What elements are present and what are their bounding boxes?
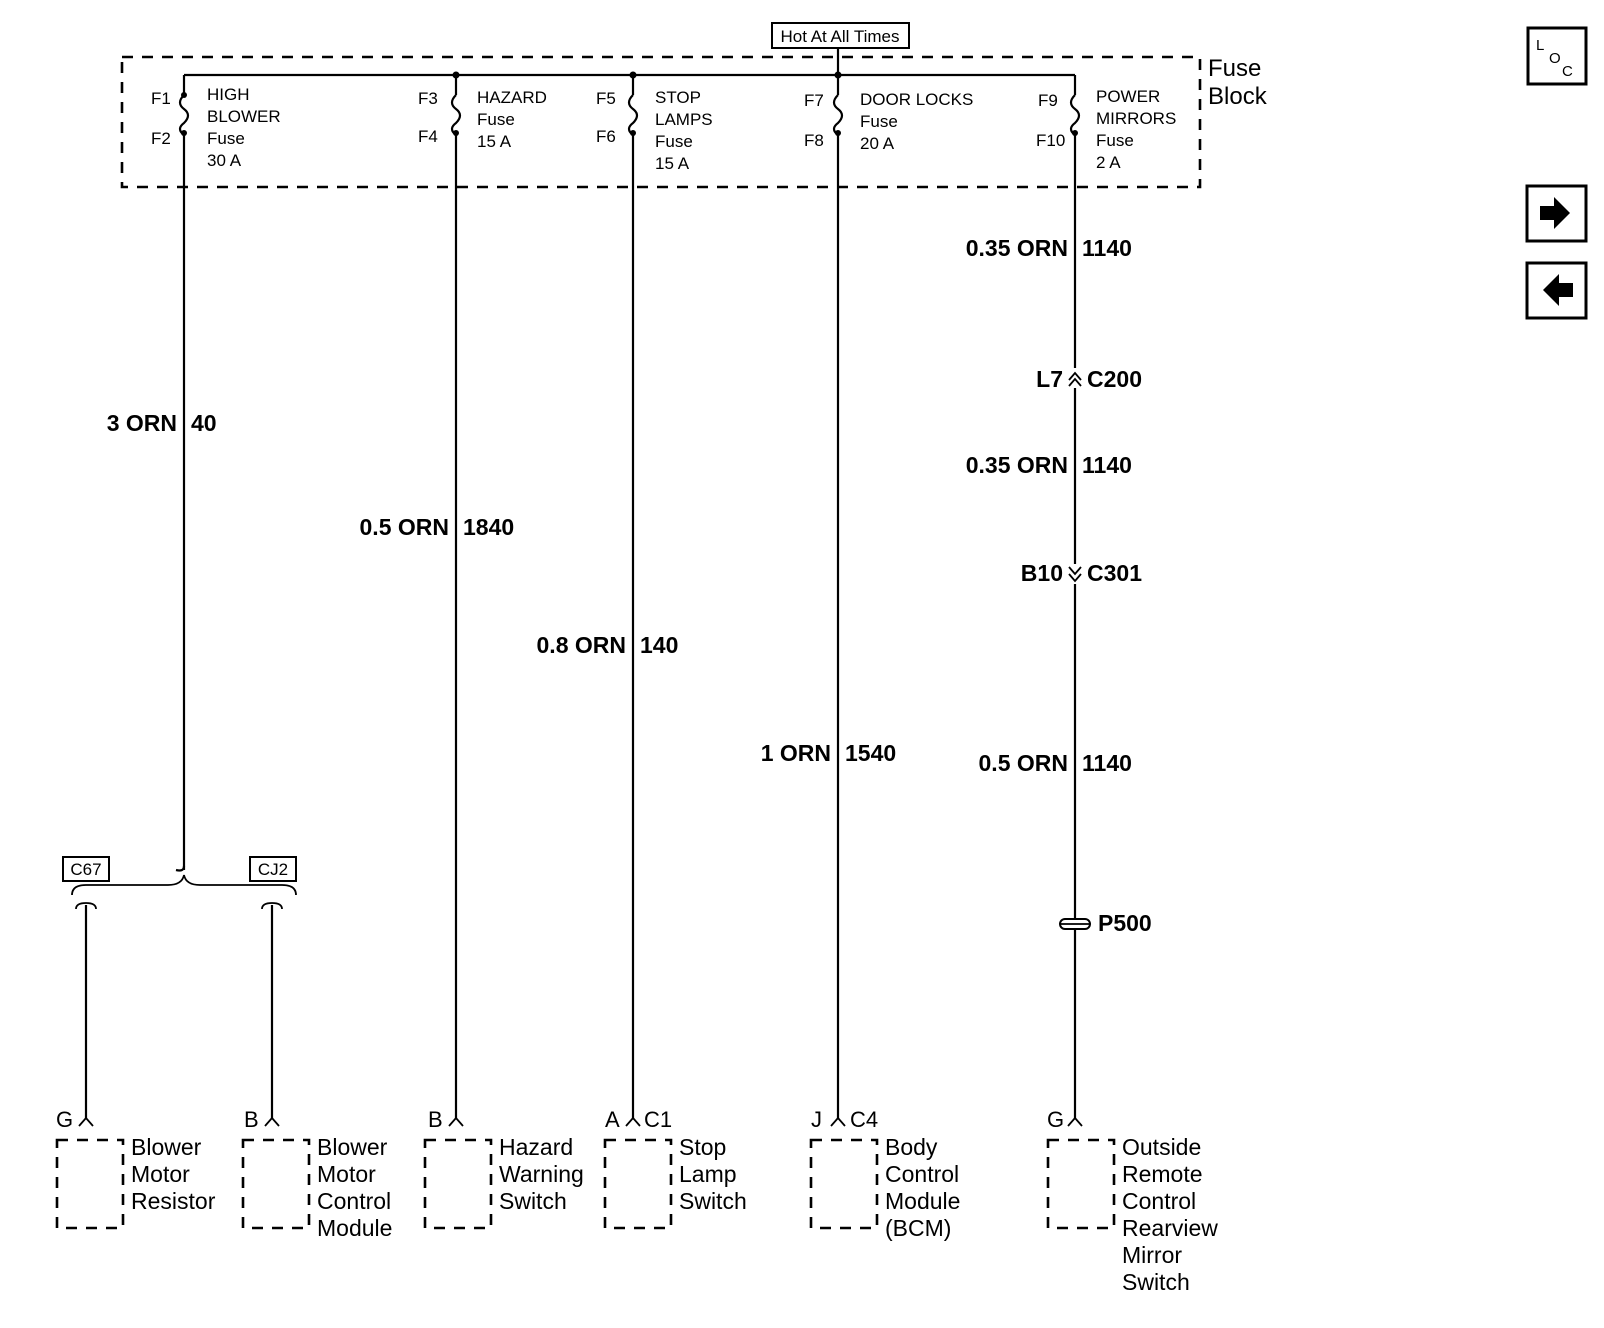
fuse-terminal-bottom: F8 <box>804 131 824 150</box>
component-label: Switch <box>679 1188 747 1214</box>
wire-gauge: 0.35 ORN <box>965 235 1068 261</box>
next-page-button[interactable] <box>1527 186 1586 241</box>
wire-gauge: 0.5 ORN <box>978 750 1068 776</box>
fuse-name: Fuse <box>477 110 515 129</box>
wire-gauge: 0.5 ORN <box>359 514 449 540</box>
component-label: Rearview <box>1122 1215 1218 1241</box>
fuse-terminal-top: F5 <box>596 89 616 108</box>
fuse-stop-lamps <box>596 75 713 173</box>
fuse-name: HAZARD <box>477 88 547 107</box>
component-pin: B <box>428 1107 443 1132</box>
connector-name: C200 <box>1087 366 1142 392</box>
location-icon-c: C <box>1562 63 1573 80</box>
fuse-terminal-top: F7 <box>804 91 824 110</box>
component-stop-lamp-switch <box>605 1107 747 1228</box>
component-pin: B <box>244 1107 259 1132</box>
component-label: Lamp <box>679 1161 737 1187</box>
fuse-power-mirrors <box>1036 75 1176 172</box>
fuse-name: HIGH <box>207 85 250 104</box>
hot-label: Hot At All Times <box>780 27 900 46</box>
option-split <box>63 857 296 909</box>
wire-gauge: 0.35 ORN <box>965 452 1068 478</box>
component-label: Blower <box>317 1134 388 1160</box>
component-label: Outside <box>1122 1134 1202 1160</box>
component-label: Motor <box>317 1161 376 1187</box>
component-label: Remote <box>1122 1161 1203 1187</box>
fuse-terminal-bottom: F4 <box>418 127 438 146</box>
previous-page-button[interactable] <box>1527 263 1586 318</box>
fuse-block-label-2: Block <box>1208 83 1267 110</box>
inline-connector-c200 <box>1036 366 1142 392</box>
fuse-terminal-top: F9 <box>1038 91 1058 110</box>
component-label: Switch <box>499 1188 567 1214</box>
component-label: Motor <box>131 1161 190 1187</box>
component-label: Mirror <box>1122 1242 1183 1268</box>
inline-connector-c301 <box>1021 560 1142 586</box>
component-connector: C1 <box>644 1107 673 1132</box>
connector-name: C301 <box>1087 560 1142 586</box>
fuse-name: POWER <box>1096 87 1161 106</box>
component-blower-motor-resistor <box>56 1107 216 1228</box>
wire-circuit: 1140 <box>1082 750 1132 776</box>
fuse-name: MIRRORS <box>1096 109 1177 128</box>
option-c67: C67 <box>70 860 102 879</box>
wire-gauge: 1 ORN <box>760 740 831 766</box>
component-label: Module <box>885 1188 961 1214</box>
fuse-name: Fuse <box>860 112 898 131</box>
fuse-rating: 20 A <box>860 134 895 153</box>
component-label: Body <box>885 1134 938 1160</box>
component-label: Control <box>1122 1188 1197 1214</box>
component-body-control-module <box>811 1107 960 1241</box>
fuse-hazard <box>418 75 547 151</box>
fuse-rating: 30 A <box>207 151 242 170</box>
fuse-name: STOP <box>655 88 701 107</box>
component-label: (BCM) <box>885 1215 952 1241</box>
component-label: Blower <box>131 1134 202 1160</box>
splice-pack-p500 <box>1060 910 1152 936</box>
fuse-high-blower <box>151 75 281 170</box>
fuse-name: LAMPS <box>655 110 713 129</box>
fuse-terminal-top: F1 <box>151 89 171 108</box>
component-label: Switch <box>1122 1269 1190 1295</box>
location-icon-l: L <box>1536 37 1545 54</box>
connector-pin: B10 <box>1020 560 1063 586</box>
component-label: Hazard <box>499 1134 574 1160</box>
fuse-terminal-bottom: F6 <box>596 127 616 146</box>
wire-circuit: 1140 <box>1082 235 1132 261</box>
component-pin: J <box>811 1107 822 1132</box>
component-pin: G <box>56 1107 74 1132</box>
component-connector: C4 <box>850 1107 879 1132</box>
location-icon-o: O <box>1549 50 1561 67</box>
component-outside-mirror-switch <box>1047 1107 1218 1295</box>
wire-gauge: 3 ORN <box>106 410 177 436</box>
option-cj2: CJ2 <box>257 860 289 879</box>
wire-circuit: 40 <box>191 410 217 436</box>
fuse-name: Fuse <box>1096 131 1134 150</box>
connector-pin: L7 <box>1036 366 1063 392</box>
component-label: Warning <box>499 1161 584 1187</box>
component-pin: A <box>605 1107 620 1132</box>
fuse-block-label: Fuse <box>1208 55 1262 82</box>
splice-label: P500 <box>1098 910 1152 936</box>
fuse-rating: 15 A <box>655 154 690 173</box>
fuse-rating: 15 A <box>477 132 512 151</box>
fuse-rating: 2 A <box>1096 153 1121 172</box>
component-label: Control <box>317 1188 392 1214</box>
component-blower-motor-control-module <box>243 1107 392 1241</box>
fuse-terminal-top: F3 <box>418 89 438 108</box>
fuse-name: Fuse <box>207 129 245 148</box>
component-hazard-warning-switch <box>425 1107 584 1228</box>
component-pin: G <box>1047 1107 1065 1132</box>
component-label: Stop <box>679 1134 727 1160</box>
wire-circuit: 1140 <box>1082 452 1132 478</box>
wire-gauge: 0.8 ORN <box>536 632 626 658</box>
component-label: Resistor <box>131 1188 216 1214</box>
location-button[interactable] <box>1528 28 1586 84</box>
component-label: Module <box>317 1215 393 1241</box>
wire-circuit: 140 <box>640 632 679 658</box>
fuse-name: DOOR LOCKS <box>860 90 974 109</box>
fuse-door-locks <box>804 75 973 153</box>
fuse-name: BLOWER <box>207 107 281 126</box>
wire-circuit: 1540 <box>845 740 897 766</box>
wire-circuit: 1840 <box>463 514 515 540</box>
fuse-name: Fuse <box>655 132 693 151</box>
fuse-terminal-bottom: F2 <box>151 129 171 148</box>
fuse-terminal-bottom: F10 <box>1036 131 1066 150</box>
component-label: Control <box>885 1161 960 1187</box>
